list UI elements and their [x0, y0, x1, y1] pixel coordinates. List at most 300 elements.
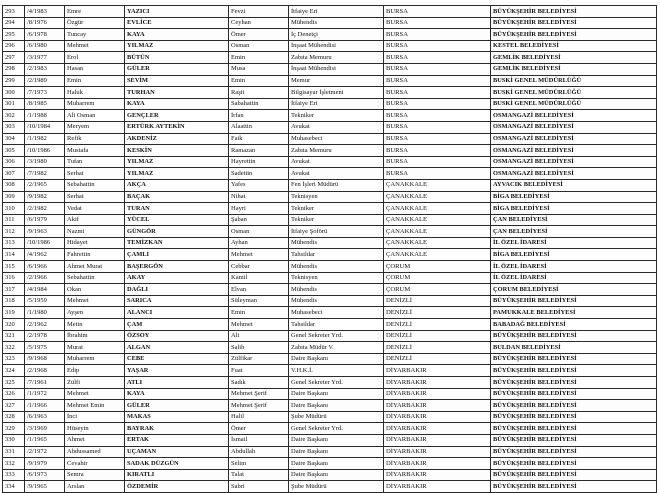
birth-date-cell: /1/1972 [25, 388, 65, 400]
first-name-cell: Vedat [65, 203, 125, 215]
last-name-cell: KIRATLI [125, 469, 229, 481]
last-name-cell: YAZICI [125, 6, 229, 18]
father-name-cell: İsmail [229, 434, 289, 446]
table-row [3, 168, 657, 180]
row-number-cell: 309 [3, 191, 25, 203]
first-name-cell: Emre [65, 6, 125, 18]
birth-date-cell: /10/1986 [25, 145, 65, 157]
row-number-cell: 313 [3, 237, 25, 249]
birth-date-cell: /4/1962 [25, 249, 65, 261]
row-number-cell: 330 [3, 434, 25, 446]
birth-date-cell: /2/1989 [25, 75, 65, 87]
last-name-cell: AKDENİZ [125, 133, 229, 145]
province-cell: DİYARBAKIR [384, 458, 491, 470]
province-cell: DENİZLİ [384, 342, 491, 354]
first-name-cell: Nazmi [65, 226, 125, 238]
row-number-cell: 315 [3, 261, 25, 273]
father-name-cell: Hayrettin [229, 156, 289, 168]
table-row [3, 434, 657, 446]
institution-cell: ÇAN BELEDİYESİ [491, 214, 657, 226]
table-row [3, 342, 657, 354]
birth-date-cell: /9/1968 [25, 353, 65, 365]
province-cell: ÇANAKKALE [384, 249, 491, 261]
job-title-cell: Daire Başkanı [289, 434, 384, 446]
row-number-cell: 295 [3, 29, 25, 41]
institution-cell: BİGA BELEDİYESİ [491, 249, 657, 261]
row-number-cell: 327 [3, 400, 25, 412]
job-title-cell: Mühendis [289, 295, 384, 307]
province-cell: BURSA [384, 52, 491, 64]
institution-cell: PAMUKKALE BELEDİYESİ [491, 307, 657, 319]
job-title-cell: Muhasebeci [289, 133, 384, 145]
row-number-cell: 311 [3, 214, 25, 226]
birth-date-cell: /2/1968 [25, 365, 65, 377]
birth-date-cell: /7/1961 [25, 377, 65, 389]
table-row [3, 481, 657, 493]
birth-date-cell: /1/1980 [25, 307, 65, 319]
birth-date-cell: /6/1978 [25, 29, 65, 41]
first-name-cell: Akif [65, 214, 125, 226]
job-title-cell: Daire Başkanı [289, 446, 384, 458]
job-title-cell: Genel Sekreter Yrd. [289, 377, 384, 389]
province-cell: BURSA [384, 156, 491, 168]
father-name-cell: Salih [229, 342, 289, 354]
last-name-cell: ERTÜRK AYTEKİN [125, 121, 229, 133]
institution-cell: İL ÖZEL İDARESİ [491, 261, 657, 273]
job-title-cell: Zabıta Müdür V. [289, 342, 384, 354]
province-cell: BURSA [384, 6, 491, 18]
job-title-cell: Tekniker [289, 110, 384, 122]
table-row [3, 400, 657, 412]
father-name-cell: Sabri [229, 481, 289, 493]
birth-date-cell: /9/1965 [25, 481, 65, 493]
first-name-cell: Serhat [65, 168, 125, 180]
province-cell: DENİZLİ [384, 319, 491, 331]
province-cell: DİYARBAKIR [384, 434, 491, 446]
last-name-cell: SADAK DÜZGÜN [125, 458, 229, 470]
last-name-cell: KAYA [125, 29, 229, 41]
institution-cell: GEMLİK BELEDİYESİ [491, 52, 657, 64]
row-number-cell: 318 [3, 295, 25, 307]
first-name-cell: İbrahim [65, 330, 125, 342]
institution-cell: BULDAN BELEDİYESİ [491, 342, 657, 354]
personnel-table [2, 5, 657, 493]
last-name-cell: BAÇAK [125, 191, 229, 203]
row-number-cell: 308 [3, 179, 25, 191]
row-number-cell: 306 [3, 156, 25, 168]
province-cell: BURSA [384, 40, 491, 52]
first-name-cell: Hidayet [65, 237, 125, 249]
last-name-cell: TURHAN [125, 87, 229, 99]
table-row [3, 121, 657, 133]
birth-date-cell: /7/1973 [25, 87, 65, 99]
first-name-cell: Abdussamed [65, 446, 125, 458]
province-cell: BURSA [384, 98, 491, 110]
institution-cell: BABADAĞ BELEDİYESİ [491, 319, 657, 331]
last-name-cell: TEMİZKAN [125, 237, 229, 249]
province-cell: ÇANAKKALE [384, 203, 491, 215]
father-name-cell: Faik [229, 133, 289, 145]
first-name-cell: Murat [65, 342, 125, 354]
job-title-cell: Mühendis [289, 261, 384, 273]
table-row [3, 458, 657, 470]
province-cell: DİYARBAKIR [384, 388, 491, 400]
institution-cell: OSMANGAZİ BELEDİYESİ [491, 168, 657, 180]
birth-date-cell: /10/1984 [25, 121, 65, 133]
birth-date-cell: /9/1979 [25, 458, 65, 470]
row-number-cell: 307 [3, 168, 25, 180]
row-number-cell: 325 [3, 377, 25, 389]
father-name-cell: Hayri [229, 203, 289, 215]
table-body [3, 6, 657, 493]
father-name-cell: Fevzi [229, 6, 289, 18]
job-title-cell: Daire Başkanı [289, 458, 384, 470]
table-row [3, 249, 657, 261]
institution-cell: GEMLİK BELEDİYESİ [491, 63, 657, 75]
table-row [3, 75, 657, 87]
job-title-cell: Tekniker [289, 203, 384, 215]
row-number-cell: 333 [3, 469, 25, 481]
father-name-cell: Fuat [229, 365, 289, 377]
father-name-cell: Emin [229, 75, 289, 87]
job-title-cell: İtfaiye Eri [289, 98, 384, 110]
institution-cell: OSMANGAZİ BELEDİYESİ [491, 133, 657, 145]
father-name-cell: Yafes [229, 179, 289, 191]
province-cell: BURSA [384, 29, 491, 41]
birth-date-cell: /1/1988 [25, 110, 65, 122]
last-name-cell: SARICA [125, 295, 229, 307]
job-title-cell: Genel Sekreter Yrd. [289, 330, 384, 342]
father-name-cell: Zülfikar [229, 353, 289, 365]
father-name-cell: Ceyhan [229, 17, 289, 29]
row-number-cell: 329 [3, 423, 25, 435]
last-name-cell: DAĞLI [125, 284, 229, 296]
last-name-cell: AKAY [125, 272, 229, 284]
job-title-cell: Daire Başkanı [289, 400, 384, 412]
birth-date-cell: /2/1972 [25, 446, 65, 458]
table-row [3, 307, 657, 319]
job-title-cell: Memur [289, 75, 384, 87]
province-cell: DİYARBAKIR [384, 365, 491, 377]
row-number-cell: 294 [3, 17, 25, 29]
row-number-cell: 328 [3, 411, 25, 423]
institution-cell: BÜYÜKŞEHİR BELEDİYESİ [491, 423, 657, 435]
institution-cell: BÜYÜKŞEHİR BELEDİYESİ [491, 29, 657, 41]
father-name-cell: Sadettin [229, 168, 289, 180]
institution-cell: BÜYÜKŞEHİR BELEDİYESİ [491, 330, 657, 342]
first-name-cell: Ahmet [65, 434, 125, 446]
first-name-cell: Ayşen [65, 307, 125, 319]
father-name-cell: Süleyman [229, 295, 289, 307]
last-name-cell: YILMAZ [125, 168, 229, 180]
institution-cell: İL ÖZEL İDARESİ [491, 237, 657, 249]
job-title-cell: Muhasebeci [289, 307, 384, 319]
father-name-cell: Sabahattin [229, 98, 289, 110]
father-name-cell: Halil [229, 411, 289, 423]
father-name-cell: Ömer [229, 29, 289, 41]
job-title-cell: İtfaiye Şoförü [289, 226, 384, 238]
last-name-cell: KAYA [125, 98, 229, 110]
row-number-cell: 314 [3, 249, 25, 261]
father-name-cell: Kamil [229, 272, 289, 284]
father-name-cell: Ramazan [229, 145, 289, 157]
job-title-cell: Tekniker [289, 214, 384, 226]
table-row [3, 52, 657, 64]
row-number-cell: 298 [3, 63, 25, 75]
row-number-cell: 331 [3, 446, 25, 458]
birth-date-cell: /6/1963 [25, 411, 65, 423]
father-name-cell: Raşit [229, 87, 289, 99]
first-name-cell: Edip [65, 365, 125, 377]
table-row [3, 110, 657, 122]
row-number-cell: 302 [3, 110, 25, 122]
birth-date-cell: /4/1984 [25, 284, 65, 296]
birth-date-cell: /1/1982 [25, 133, 65, 145]
table-row [3, 388, 657, 400]
table-row [3, 295, 657, 307]
birth-date-cell: /10/1986 [25, 237, 65, 249]
birth-date-cell: /6/1979 [25, 214, 65, 226]
birth-date-cell: /1/1965 [25, 434, 65, 446]
last-name-cell: GÜNGÖR [125, 226, 229, 238]
row-number-cell: 321 [3, 330, 25, 342]
job-title-cell: Şube Müdürü [289, 411, 384, 423]
job-title-cell: Genel Sekreter Yrd. [289, 423, 384, 435]
birth-date-cell: /8/1985 [25, 98, 65, 110]
institution-cell: ÇORUM BELEDİYESİ [491, 284, 657, 296]
birth-date-cell: /5/1959 [25, 295, 65, 307]
first-name-cell: Hasan [65, 63, 125, 75]
institution-cell: BÜYÜKŞEHİR BELEDİYESİ [491, 411, 657, 423]
table-row [3, 98, 657, 110]
job-title-cell: İnşaat Mühendisi [289, 63, 384, 75]
birth-date-cell: /2/1966 [25, 272, 65, 284]
first-name-cell: Cevahir [65, 458, 125, 470]
institution-cell: BUSKİ GENEL MÜDÜRLÜĞÜ [491, 98, 657, 110]
father-name-cell: Ali [229, 330, 289, 342]
table-row [3, 284, 657, 296]
row-number-cell: 322 [3, 342, 25, 354]
birth-date-cell: /9/1963 [25, 226, 65, 238]
job-title-cell: Tahsildar [289, 319, 384, 331]
last-name-cell: BAŞERGÖN [125, 261, 229, 273]
first-name-cell: Muharrem [65, 353, 125, 365]
institution-cell: BÜYÜKŞEHİR BELEDİYESİ [491, 353, 657, 365]
institution-cell: BÜYÜKŞEHİR BELEDİYESİ [491, 400, 657, 412]
row-number-cell: 334 [3, 481, 25, 493]
first-name-cell: Refik [65, 133, 125, 145]
institution-cell: BÜYÜKŞEHİR BELEDİYESİ [491, 481, 657, 493]
last-name-cell: EVLİCE [125, 17, 229, 29]
institution-cell: BÜYÜKŞEHİR BELEDİYESİ [491, 469, 657, 481]
first-name-cell: Fahrettin [65, 249, 125, 261]
birth-date-cell: /6/1973 [25, 469, 65, 481]
row-number-cell: 296 [3, 40, 25, 52]
province-cell: BURSA [384, 110, 491, 122]
institution-cell: OSMANGAZİ BELEDİYESİ [491, 121, 657, 133]
institution-cell: İL ÖZEL İDARESİ [491, 272, 657, 284]
province-cell: BURSA [384, 168, 491, 180]
institution-cell: OSMANGAZİ BELEDİYESİ [491, 156, 657, 168]
province-cell: DENİZLİ [384, 295, 491, 307]
job-title-cell: Daire Başkanı [289, 469, 384, 481]
birth-date-cell: /7/1982 [25, 168, 65, 180]
father-name-cell: Ayhan [229, 237, 289, 249]
birth-date-cell: /1/1966 [25, 400, 65, 412]
row-number-cell: 326 [3, 388, 25, 400]
row-number-cell: 299 [3, 75, 25, 87]
job-title-cell: Mühendis [289, 17, 384, 29]
province-cell: BURSA [384, 145, 491, 157]
institution-cell: BİGA BELEDİYESİ [491, 203, 657, 215]
province-cell: BURSA [384, 17, 491, 29]
institution-cell: BÜYÜKŞEHİR BELEDİYESİ [491, 446, 657, 458]
job-title-cell: Avukat [289, 156, 384, 168]
job-title-cell: İç Denetçi [289, 29, 384, 41]
table-row [3, 179, 657, 191]
job-title-cell: İnşaat Mühendisi [289, 40, 384, 52]
institution-cell: BUSKİ GENEL MÜDÜRLÜĞÜ [491, 87, 657, 99]
birth-date-cell: /3/1980 [25, 156, 65, 168]
table-row [3, 156, 657, 168]
job-title-cell: Zabıta Memuru [289, 145, 384, 157]
first-name-cell: Sebahattin [65, 179, 125, 191]
last-name-cell: BÜTÜN [125, 52, 229, 64]
job-title-cell: Fen İşleri Müdürü [289, 179, 384, 191]
birth-date-cell: /2/1983 [25, 63, 65, 75]
row-number-cell: 300 [3, 87, 25, 99]
table-row [3, 203, 657, 215]
institution-cell: BÜYÜKŞEHİR BELEDİYESİ [491, 365, 657, 377]
row-number-cell: 324 [3, 365, 25, 377]
institution-cell: BİGA BELEDİYESİ [491, 191, 657, 203]
job-title-cell: Daire Başkanı [289, 388, 384, 400]
first-name-cell: Meryem [65, 121, 125, 133]
row-number-cell: 293 [3, 6, 25, 18]
first-name-cell: Hüseyin [65, 423, 125, 435]
province-cell: ÇORUM [384, 284, 491, 296]
institution-cell: BUSKİ GENEL MÜDÜRLÜĞÜ [491, 75, 657, 87]
birth-date-cell: /2/1982 [25, 203, 65, 215]
last-name-cell: CEBE [125, 353, 229, 365]
last-name-cell: ÖZSOY [125, 330, 229, 342]
row-number-cell: 310 [3, 203, 25, 215]
institution-cell: BÜYÜKŞEHİR BELEDİYESİ [491, 458, 657, 470]
last-name-cell: YÜCEL [125, 214, 229, 226]
institution-cell: BÜYÜKŞEHİR BELEDİYESİ [491, 6, 657, 18]
job-title-cell: Mühendis [289, 237, 384, 249]
father-name-cell: Abdullah [229, 446, 289, 458]
province-cell: BURSA [384, 121, 491, 133]
row-number-cell: 332 [3, 458, 25, 470]
first-name-cell: Erol [65, 52, 125, 64]
first-name-cell: Mehmet Emin [65, 400, 125, 412]
last-name-cell: GÜLER [125, 63, 229, 75]
last-name-cell: KESKİN [125, 145, 229, 157]
birth-date-cell: /4/1983 [25, 6, 65, 18]
province-cell: DENİZLİ [384, 307, 491, 319]
table-row [3, 17, 657, 29]
last-name-cell: GÜLER [125, 400, 229, 412]
job-title-cell: Teknisyen [289, 191, 384, 203]
first-name-cell: Metin [65, 319, 125, 331]
province-cell: ÇORUM [384, 272, 491, 284]
province-cell: BURSA [384, 63, 491, 75]
row-number-cell: 316 [3, 272, 25, 284]
table-row [3, 272, 657, 284]
table-row [3, 214, 657, 226]
first-name-cell: Mehmet [65, 388, 125, 400]
father-name-cell: Musa [229, 63, 289, 75]
table-row [3, 353, 657, 365]
row-number-cell: 301 [3, 98, 25, 110]
last-name-cell: MAKAS [125, 411, 229, 423]
last-name-cell: ATLI [125, 377, 229, 389]
first-name-cell: Mustafa [65, 145, 125, 157]
father-name-cell: Emin [229, 52, 289, 64]
birth-date-cell: /3/1977 [25, 52, 65, 64]
row-number-cell: 303 [3, 121, 25, 133]
job-title-cell: Zabıta Memuru [289, 52, 384, 64]
first-name-cell: Emin [65, 75, 125, 87]
province-cell: DENİZLİ [384, 353, 491, 365]
last-name-cell: ALANCI [125, 307, 229, 319]
first-name-cell: Muharrem [65, 98, 125, 110]
father-name-cell: İrfan [229, 110, 289, 122]
father-name-cell: Osman [229, 40, 289, 52]
table-row [3, 40, 657, 52]
first-name-cell: Sebahattin [65, 272, 125, 284]
first-name-cell: Okan [65, 284, 125, 296]
father-name-cell: Mehmet [229, 249, 289, 261]
father-name-cell: Cebbar [229, 261, 289, 273]
province-cell: DENİZLİ [384, 330, 491, 342]
birth-date-cell: /6/1966 [25, 261, 65, 273]
province-cell: ÇANAKKALE [384, 179, 491, 191]
province-cell: ÇANAKKALE [384, 226, 491, 238]
table-row [3, 63, 657, 75]
father-name-cell: Talat [229, 469, 289, 481]
table-row [3, 423, 657, 435]
father-name-cell: Alaattin [229, 121, 289, 133]
father-name-cell: Nihat [229, 191, 289, 203]
province-cell: BURSA [384, 87, 491, 99]
province-cell: ÇANAKKALE [384, 214, 491, 226]
birth-date-cell: /2/1962 [25, 319, 65, 331]
last-name-cell: GENÇLER [125, 110, 229, 122]
last-name-cell: TURAN [125, 203, 229, 215]
birth-date-cell: /3/1969 [25, 423, 65, 435]
institution-cell: BÜYÜKŞEHİR BELEDİYESİ [491, 434, 657, 446]
table-row [3, 469, 657, 481]
institution-cell: ÇAN BELEDİYESİ [491, 226, 657, 238]
province-cell: DİYARBAKIR [384, 469, 491, 481]
table-row [3, 29, 657, 41]
last-name-cell: YAŞAR [125, 365, 229, 377]
province-cell: DİYARBAKIR [384, 377, 491, 389]
province-cell: DİYARBAKIR [384, 411, 491, 423]
first-name-cell: Zülfi [65, 377, 125, 389]
last-name-cell: YILMAZ [125, 156, 229, 168]
table-row [3, 365, 657, 377]
last-name-cell: AKÇA [125, 179, 229, 191]
first-name-cell: Mehmet [65, 40, 125, 52]
job-title-cell: Mühendis [289, 284, 384, 296]
institution-cell: BÜYÜKŞEHİR BELEDİYESİ [491, 17, 657, 29]
province-cell: DİYARBAKIR [384, 481, 491, 493]
row-number-cell: 312 [3, 226, 25, 238]
father-name-cell: Selim [229, 458, 289, 470]
